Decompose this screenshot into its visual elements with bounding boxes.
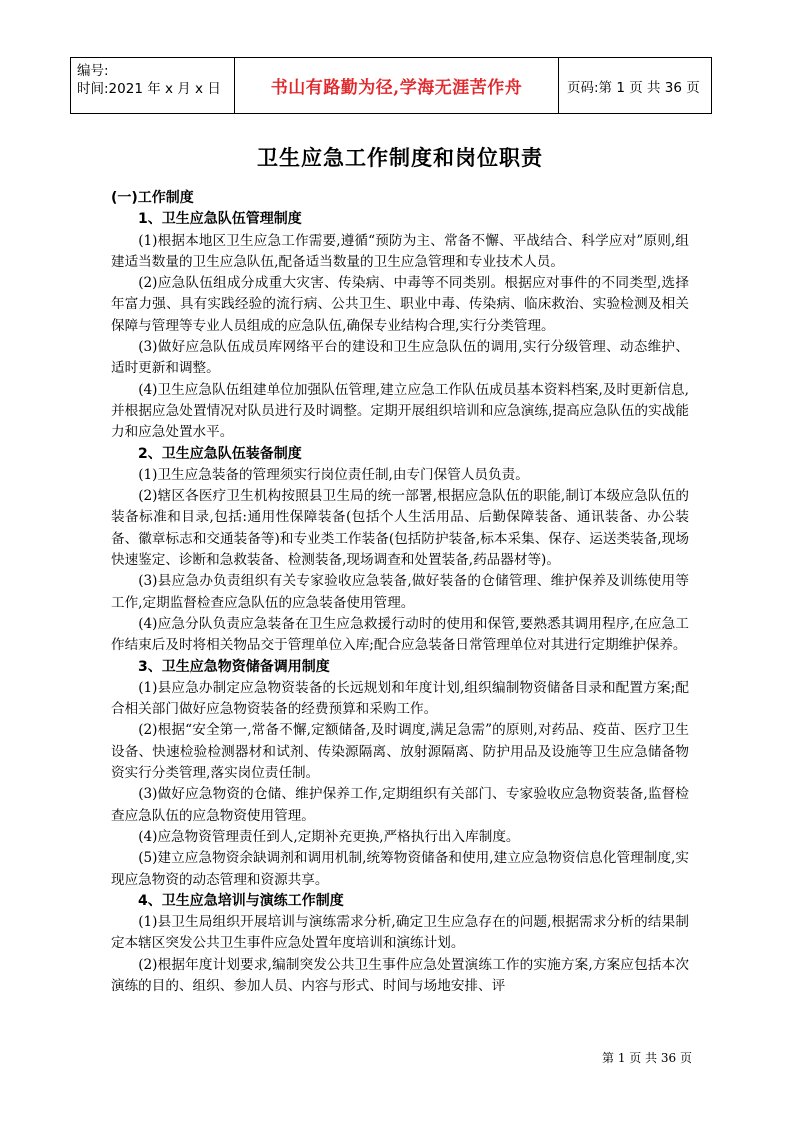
body-paragraph: (5)建立应急物资余缺调剂和调用机制,统筹物资储备和使用,建立应急物资信息化管理制度,实现应急物资的动态管理和资源共享。	[111, 850, 689, 888]
subsection-heading: 3、卫生应急物资储备调用制度	[138, 658, 330, 675]
body-paragraph: (1)县应急办制定应急物资装备的长远规划和年度计划,组织编制物资储备目录和配置方案;配合相关部门做好应急物资装备的经费预算和采购工作。	[111, 679, 689, 718]
motto-text: 书山有路勤为径,学海无涯苦作舟	[270, 78, 523, 98]
document-body	[111, 188, 689, 997]
body-paragraph: (2)根据“安全第一,常备不懈,定额储备,及时调度,满足急需”的原则,对药品、疫苗、医疗卫生设备、快速检验检测器材和试剂、传染源隔离、放射源隔离、防护用品及设施等卫生应急储备物资实行分类管理,落实岗位责任制。	[111, 722, 689, 782]
header-table	[70, 57, 712, 114]
body-paragraph: (3)做好应急物资的仓储、维护保养工作,定期组织有关部门、专家验收应急物资装备,监督检查应急队伍的应急物资使用管理。	[111, 786, 689, 824]
subsection-heading: 2、卫生应急队伍装备制度	[138, 445, 302, 462]
body-paragraph: (2)根据年度计划要求,编制突发公共卫生事件应急处置演练工作的实施方案,方案应包括本次演练的目的、组织、参加人员、内容与形式、时间与场地安排、评	[111, 956, 689, 994]
body-paragraph: (2)应急队伍组成分成重大灾害、传染病、中毒等不同类别。根据应对事件的不同类型,选择年富力强、具有实践经验的流行病、公共卫生、职业中毒、传染病、临床救治、实验检测及相关保障与管理等专业人员组成的应急队伍,确保专业结构合理,实行分类管理。	[111, 275, 689, 334]
header-meta-cell	[71, 58, 235, 113]
page-number-cell	[559, 58, 711, 113]
page-footer: 第 1 页 共 36 页	[602, 1051, 692, 1065]
body-paragraph: (4)应急物资管理责任到人,定期补充更换,严格执行出入库制度。	[138, 828, 520, 845]
section-heading: (一)工作制度	[111, 190, 194, 206]
body-paragraph: (1)根据本地区卫生应急工作需要,遵循“预防为主、常备不懈、平战结合、科学应对”原则,组建适当数量的卫生应急队伍,配备适当数量的卫生应急管理和专业技术人员。	[111, 232, 689, 270]
body-paragraph: (3)县应急办负责组织有关专家验收应急装备,做好装备的仓储管理、维护保养及训练使用等工作,定期监督检查应急队伍的应急装备使用管理。	[111, 573, 689, 611]
body-paragraph: (3)做好应急队伍成员库网络平台的建设和卫生应急队伍的调用,实行分级管理、动态维护、适时更新和调整。	[111, 339, 689, 377]
serial-number-label: 编号:	[77, 63, 109, 79]
subsection-heading: 4、卫生应急培训与演练工作制度	[138, 892, 344, 909]
body-paragraph: (1)卫生应急装备的管理须实行岗位责任制,由专门保管人员负责。	[138, 466, 529, 483]
subsection-heading: 1、卫生应急队伍管理制度	[138, 211, 302, 228]
motto-cell	[235, 58, 559, 113]
body-paragraph: (4)卫生应急队伍组建单位加强队伍管理,建立应急工作队伍成员基本资料档案,及时更新信息,并根据应急处置情况对队员进行及时调整。定期开展组织培训和应急演练,提高应急队伍的实战能力和应急处置水平。	[111, 381, 689, 441]
time-label: 时间:2021 年 x 月 x 日	[77, 81, 221, 97]
document-title: 卫生应急工作制度和岗位职责	[257, 146, 543, 170]
body-paragraph: (4)应急分队负责应急装备在卫生应急救援行动时的使用和保管,要熟悉其调用程序,在应急工作结束后及时将相关物品交于管理单位入库;配合应急装备日常管理单位对其进行定期维护保养。	[111, 615, 689, 654]
page-number-label: 页码:第 1 页 共 36 页	[567, 79, 700, 96]
body-paragraph: (1)县卫生局组织开展培训与演练需求分析,确定卫生应急存在的问题,根据需求分析的结果制定本辖区突发公共卫生事件应急处置年度培训和演练计划。	[111, 914, 689, 952]
body-paragraph: (2)辖区各医疗卫生机构按照县卫生局的统一部署,根据应急队伍的职能,制订本级应急队伍的装备标准和目录,包括:通用性保障装备(包括个人生活用品、后勤保障装备、通讯装备、办公装备、徽章标志和交通装备等)和专业类工作装备(包括防护装备,标本采集、保存、运送类装备,现场快速鉴定、诊断和急救装备、检测装备,现场调查和处置装备,药品器材等)。	[111, 488, 689, 569]
